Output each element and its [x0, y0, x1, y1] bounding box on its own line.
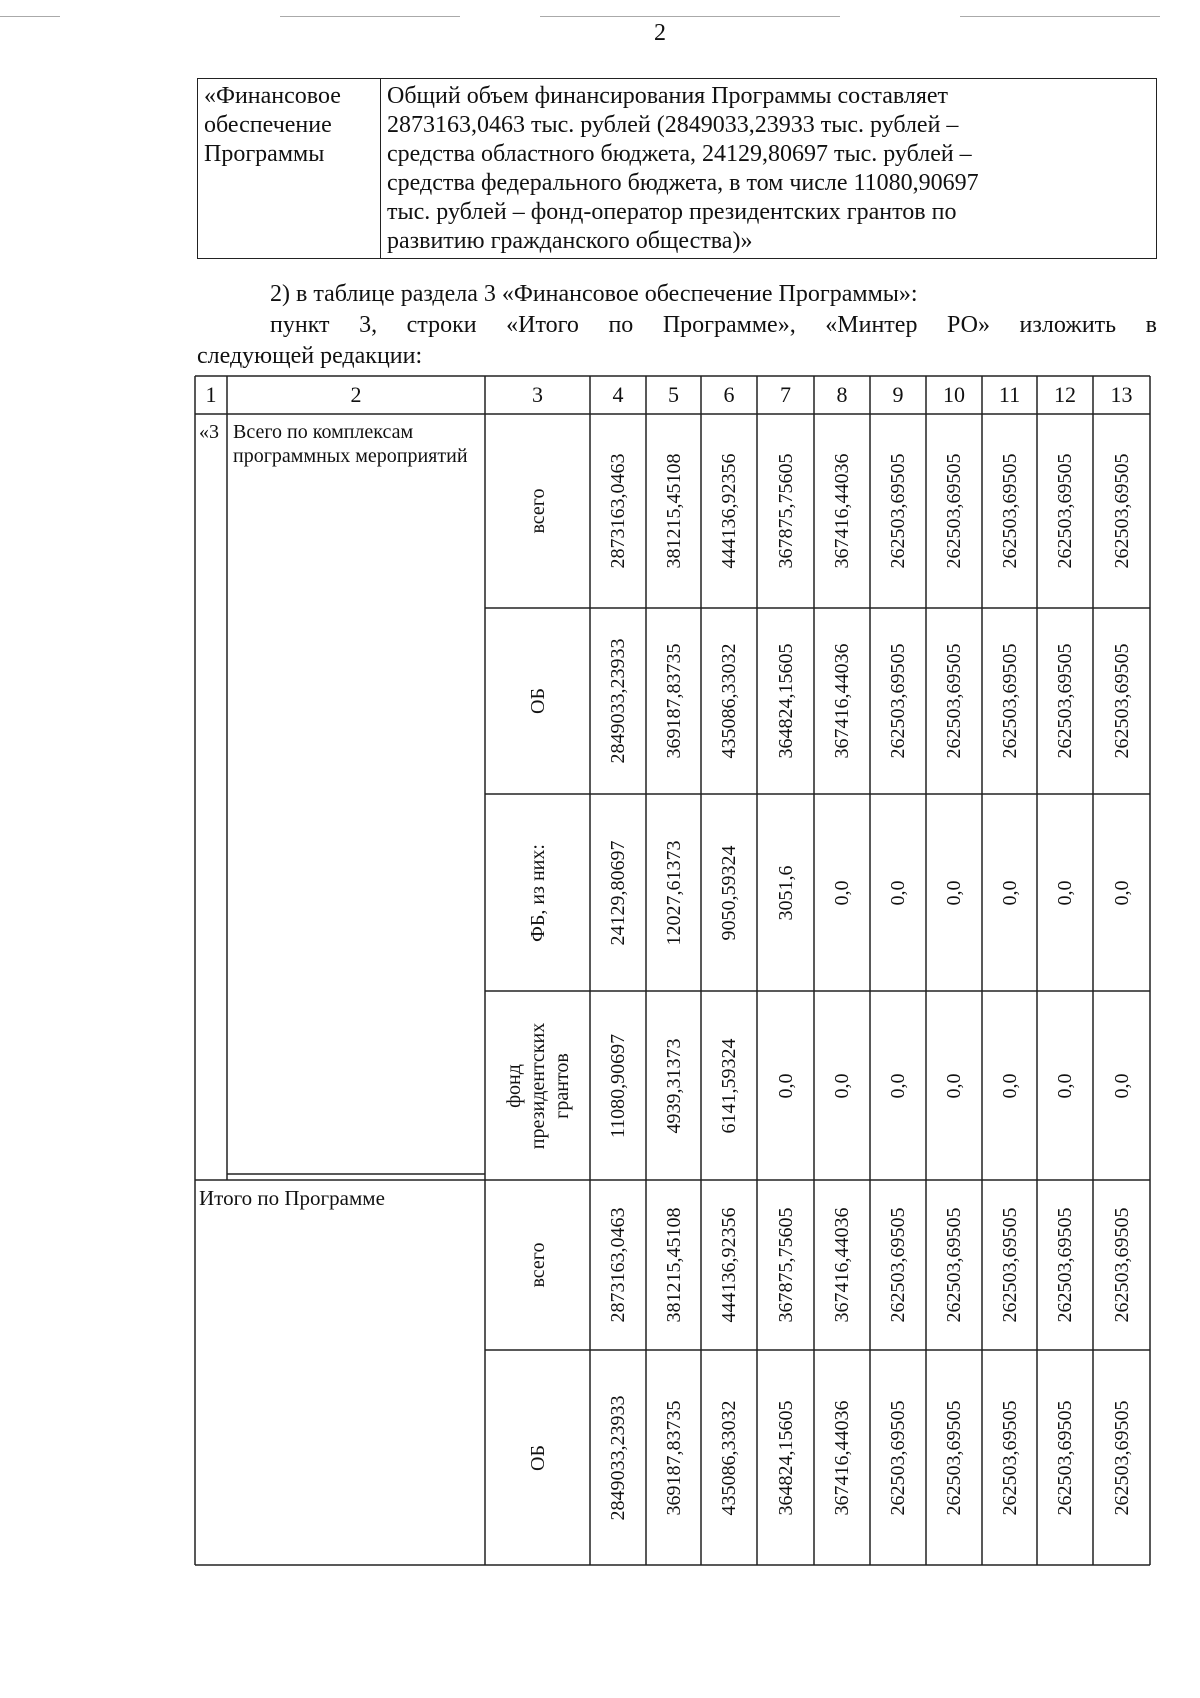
- amount-value: 435086,33032: [718, 643, 740, 759]
- amount-value: 367416,44036: [831, 1207, 853, 1323]
- funding-type-label: всего: [526, 1242, 549, 1288]
- amendment-instruction: пункт 3, строки «Итого по Программе», «Минтер РО» изложить в: [270, 312, 1157, 338]
- column-header: 9: [892, 382, 904, 407]
- amount-value: 364824,15605: [774, 1400, 797, 1515]
- amount-value: 262503,69505: [943, 1207, 965, 1323]
- amount-value: 0,0: [831, 1073, 853, 1098]
- amount-value: 2849033,23933: [607, 638, 629, 764]
- amount-value: 0,0: [1054, 1073, 1076, 1098]
- amount-value: 369187,83735: [662, 643, 685, 759]
- amount-value: 262503,69505: [1054, 643, 1076, 759]
- amount-value: 0,0: [887, 880, 909, 905]
- funding-type-label: ОБ: [526, 688, 549, 714]
- amount-value: 0,0: [998, 1073, 1021, 1098]
- financing-text-line: развитию гражданского общества)»: [387, 228, 753, 254]
- amount-value: 262503,69505: [1054, 1400, 1076, 1515]
- amount-value: 367875,75605: [774, 1207, 797, 1323]
- amount-value: 262503,69505: [998, 1207, 1021, 1323]
- column-header: 12: [1054, 382, 1076, 407]
- amount-value: 262503,69505: [943, 453, 965, 569]
- financing-label-line: «Финансовое: [204, 83, 341, 109]
- amount-value: 3051,6: [774, 865, 797, 920]
- amount-value: 2873163,0463: [607, 1207, 629, 1323]
- amount-value: 262503,69505: [943, 1400, 965, 1515]
- amount-value: 262503,69505: [887, 643, 909, 759]
- funding-type-label: грантов: [550, 1052, 573, 1119]
- amount-value: 2849033,23933: [607, 1395, 629, 1520]
- amount-value: 262503,69505: [1110, 643, 1133, 759]
- amount-value: 262503,69505: [998, 453, 1021, 569]
- amount-value: 444136,92356: [718, 453, 740, 569]
- amount-value: 9050,59324: [718, 845, 740, 940]
- amount-value: 0,0: [887, 1073, 909, 1098]
- amount-value: 0,0: [943, 880, 965, 905]
- row-label: Всего по комплексам программных мероприятий: [233, 421, 468, 467]
- column-header: 5: [668, 382, 679, 407]
- financing-text-line: средства федерального бюджета, в том числе 11080,90697: [387, 170, 979, 196]
- amount-value: 262503,69505: [887, 453, 909, 569]
- amount-value: 367416,44036: [831, 1400, 853, 1515]
- funding-type-label: президентских: [526, 1022, 549, 1149]
- amount-value: 0,0: [998, 880, 1021, 905]
- amount-value: 262503,69505: [1110, 453, 1133, 569]
- amount-value: 0,0: [1110, 1073, 1133, 1098]
- amount-value: 4939,31373: [662, 1038, 685, 1133]
- financing-text-line: средства областного бюджета, 24129,80697 тыс. рублей –: [387, 141, 972, 167]
- amount-value: 6141,59324: [718, 1038, 740, 1133]
- amendment-instruction-end: следующей редакции:: [197, 343, 423, 369]
- amount-value: 262503,69505: [998, 1400, 1021, 1515]
- funding-type-label: фонд: [502, 1063, 525, 1108]
- financing-label-line: Программы: [204, 141, 325, 167]
- column-header: 10: [943, 382, 965, 407]
- amount-value: 262503,69505: [1054, 1207, 1076, 1323]
- amount-value: 381215,45108: [662, 1207, 685, 1323]
- column-header: 2: [350, 382, 362, 407]
- amount-value: 11080,90697: [607, 1033, 629, 1138]
- amount-value: 0,0: [943, 1073, 965, 1098]
- row-label: Итого по Программе: [199, 1186, 385, 1210]
- amount-value: 367416,44036: [831, 453, 853, 569]
- amount-value: 0,0: [831, 880, 853, 905]
- amount-value: 262503,69505: [1110, 1207, 1133, 1323]
- financing-text-line: Общий объем финансирования Программы составляет: [387, 83, 949, 109]
- funding-type-label: всего: [526, 488, 549, 534]
- amount-value: 0,0: [1054, 880, 1076, 905]
- column-header: 6: [723, 382, 735, 407]
- page-number: 2: [654, 20, 666, 46]
- amount-value: 12027,61373: [662, 840, 685, 945]
- amount-value: 367416,44036: [831, 643, 853, 759]
- amount-value: 0,0: [774, 1073, 797, 1098]
- amount-value: 262503,69505: [998, 643, 1021, 759]
- funding-type-label: ОБ: [526, 1444, 549, 1471]
- row-number: «3: [199, 421, 219, 443]
- column-header: 1: [205, 382, 217, 407]
- amount-value: 262503,69505: [1054, 453, 1076, 569]
- column-header: 11: [998, 382, 1021, 407]
- amount-value: 435086,33032: [718, 1400, 740, 1515]
- column-header: 13: [1110, 382, 1133, 407]
- column-header: 3: [532, 382, 543, 407]
- financing-text-line: тыс. рублей – фонд-оператор президентских грантов по: [387, 199, 957, 225]
- amount-value: 262503,69505: [1110, 1400, 1133, 1515]
- amount-value: 369187,83735: [662, 1400, 685, 1515]
- amendment-item-2: 2) в таблице раздела 3 «Финансовое обеспечение Программы»:: [270, 281, 918, 307]
- amount-value: 262503,69505: [887, 1400, 909, 1515]
- amount-value: 367875,75605: [774, 453, 797, 569]
- amount-value: 0,0: [1110, 880, 1133, 905]
- column-header: 4: [612, 382, 624, 407]
- amount-value: 262503,69505: [943, 643, 965, 759]
- financing-text-line: 2873163,0463 тыс. рублей (2849033,23933 тыс. рублей –: [387, 112, 959, 138]
- amount-value: 381215,45108: [662, 453, 685, 569]
- column-header: 7: [780, 382, 791, 407]
- amount-value: 364824,15605: [774, 643, 797, 759]
- financing-label-line: обеспечение: [204, 112, 332, 138]
- amount-value: 2873163,0463: [607, 453, 629, 569]
- amount-value: 262503,69505: [887, 1207, 909, 1323]
- amount-value: 444136,92356: [718, 1207, 740, 1323]
- amount-value: 24129,80697: [607, 840, 629, 945]
- column-header: 8: [836, 382, 848, 407]
- funding-type-label: ФБ, из них:: [526, 843, 549, 942]
